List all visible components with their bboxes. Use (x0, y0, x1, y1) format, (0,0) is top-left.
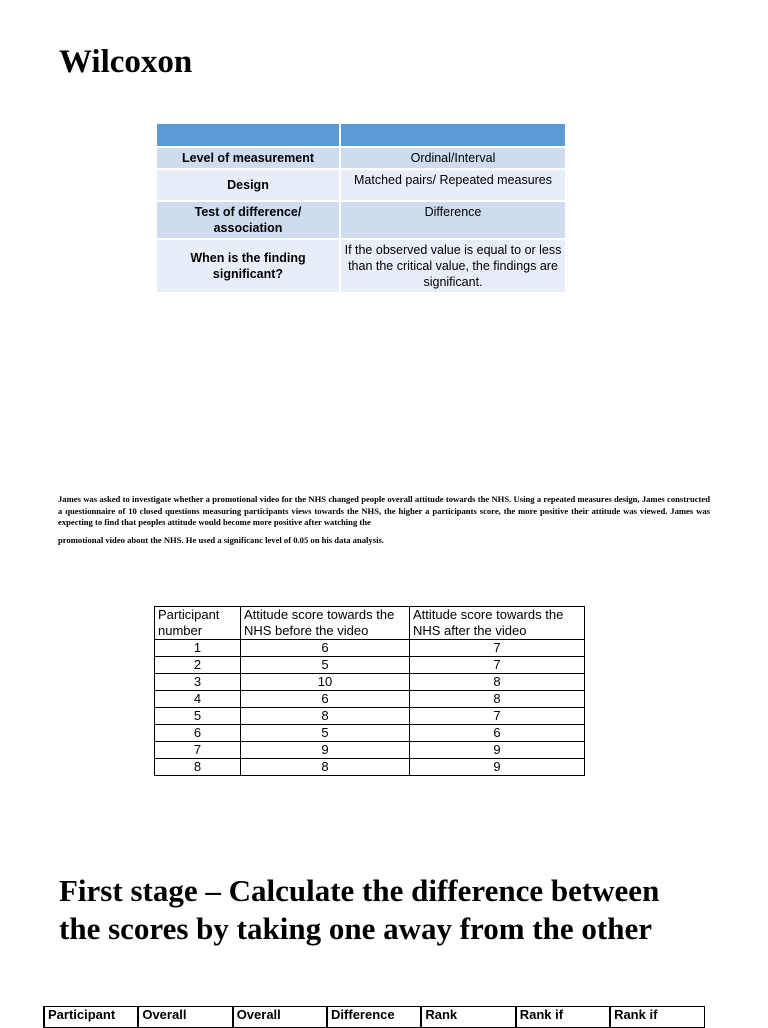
scenario-paragraph (58, 494, 710, 546)
difference-header-cell: Difference (327, 1007, 421, 1028)
scores-header-row (155, 607, 585, 640)
summary-value: If the observed value is equal to or less than the critical value, the findings are significant. (340, 239, 566, 292)
scenario-text: James was asked to investigate whether a promotional video for the NHS changed people overall attitude towards the NHS. Using a repeated measures design, James constructed a questionnaire of 10 closed questions measuring participants views towards the NHS, the higher a participants score, the more positive their attitude was viewed. James was expecting to find that peoples attitude would become more positive after watching the (58, 494, 710, 527)
table-cell: 8 (410, 691, 585, 708)
summary-row (157, 201, 566, 239)
table-row (155, 759, 585, 776)
scenario-text-last: promotional video about the NHS. He used a significanc level of 0.05 on his data analysis. (58, 534, 384, 545)
table-cell: 7 (410, 657, 585, 674)
table-row (155, 657, 585, 674)
table-cell: 2 (155, 657, 241, 674)
table-cell: 4 (155, 691, 241, 708)
table-row (155, 742, 585, 759)
table-cell: 7 (155, 742, 241, 759)
summary-value: Difference (340, 201, 566, 239)
summary-table (157, 124, 567, 292)
difference-header-cell: Rank if (610, 1007, 704, 1028)
table-cell: 10 (241, 674, 410, 691)
table-row (155, 691, 585, 708)
table-row (155, 725, 585, 742)
summary-key: Test of difference/ association (157, 201, 340, 239)
table-cell: 8 (241, 708, 410, 725)
difference-header-cell: Participant (44, 1007, 138, 1028)
scores-header-cell: Attitude score towards the NHS after the video (410, 607, 585, 640)
stage-heading: First stage – Calculate the difference between the scores by taking one away from the other (59, 873, 660, 946)
table-cell: 5 (155, 708, 241, 725)
table-cell: 6 (155, 725, 241, 742)
table-cell: 8 (155, 759, 241, 776)
table-cell: 3 (155, 674, 241, 691)
difference-header-cell: Overall (233, 1007, 327, 1028)
table-cell: 5 (241, 725, 410, 742)
summary-header-row (157, 124, 566, 147)
table-cell: 6 (410, 725, 585, 742)
table-cell: 5 (241, 657, 410, 674)
summary-value: Ordinal/Interval (340, 147, 566, 169)
scores-header-cell: Attitude score towards the NHS before the video (241, 607, 410, 640)
table-row (155, 640, 585, 657)
summary-row (157, 239, 566, 292)
summary-header-cell (157, 124, 340, 147)
page-title: Wilcoxon (59, 44, 193, 80)
scores-header-cell: Participant number (155, 607, 241, 640)
summary-key: Design (157, 169, 340, 201)
difference-header-cell: Overall (138, 1007, 232, 1028)
summary-key: When is the finding significant? (157, 239, 340, 292)
difference-table (43, 1006, 705, 1028)
table-cell: 6 (241, 691, 410, 708)
summary-row (157, 169, 566, 201)
difference-header-cell: Rank if (516, 1007, 610, 1028)
table-cell: 1 (155, 640, 241, 657)
table-row (155, 708, 585, 725)
table-cell: 9 (241, 742, 410, 759)
summary-key: Level of measurement (157, 147, 340, 169)
difference-header-row (44, 1007, 705, 1028)
summary-header-cell (340, 124, 566, 147)
table-cell: 8 (410, 674, 585, 691)
table-cell: 9 (410, 742, 585, 759)
table-row (155, 674, 585, 691)
table-cell: 8 (241, 759, 410, 776)
difference-header-cell: Rank (421, 1007, 515, 1028)
summary-row (157, 147, 566, 169)
summary-value: Matched pairs/ Repeated measures (340, 169, 566, 201)
table-cell: 6 (241, 640, 410, 657)
table-cell: 9 (410, 759, 585, 776)
scores-table (154, 606, 585, 776)
table-cell: 7 (410, 708, 585, 725)
table-cell: 7 (410, 640, 585, 657)
